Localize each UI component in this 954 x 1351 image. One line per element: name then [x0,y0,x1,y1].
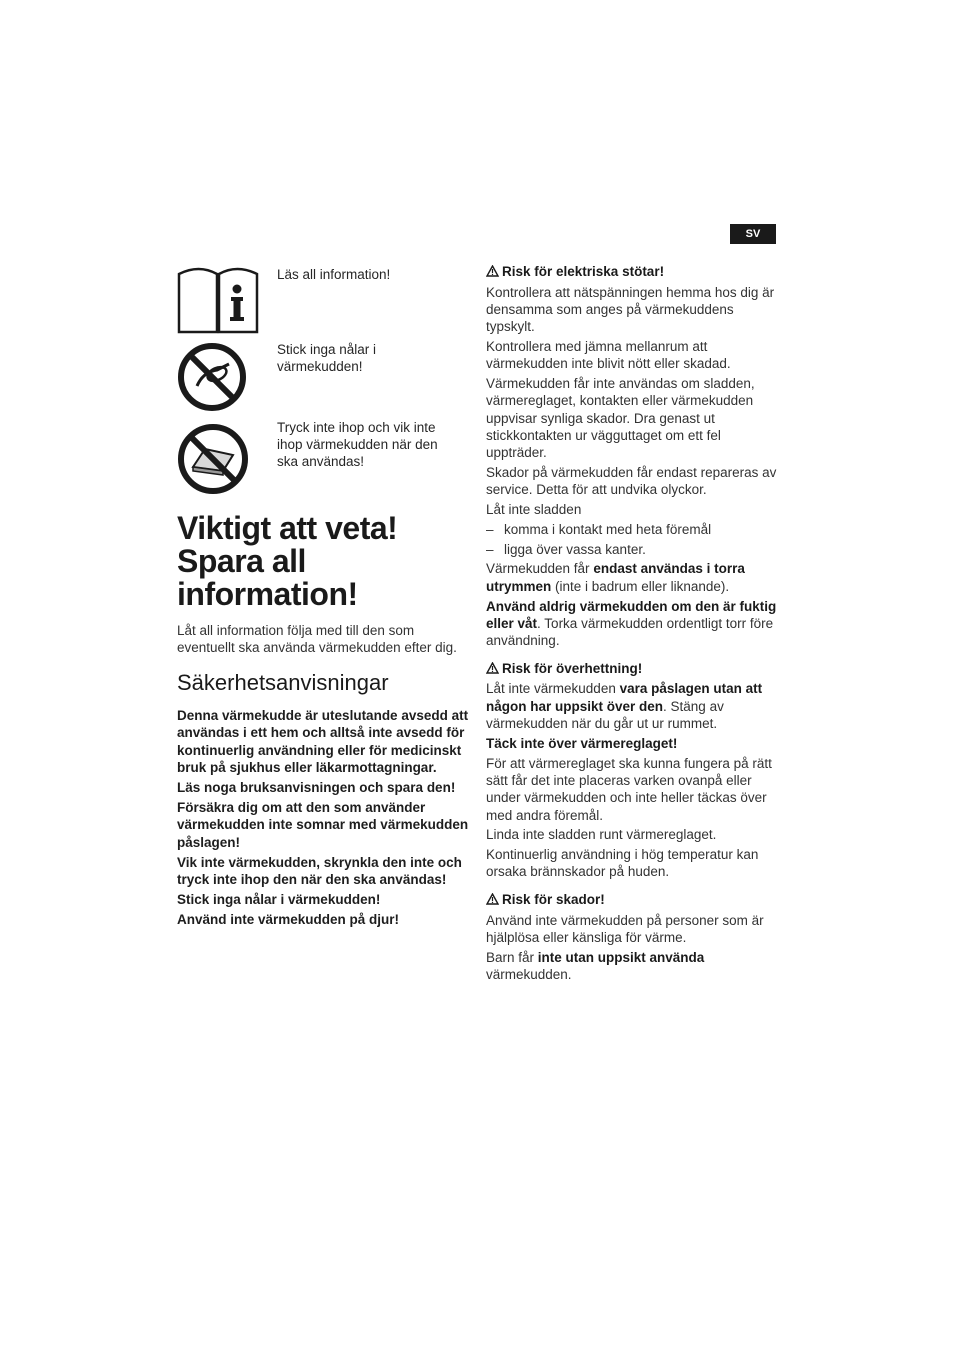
electric-p2: Kontrollera med jämna mellanrum att värmekudden inte blivit nött eller skadad. [486,338,731,372]
list-item-text: komma i kontakt med heta föremål [504,521,712,537]
text-run: Värmekudden får [486,561,594,577]
text-run-bold: inte utan uppsikt använda [537,949,705,965]
icon-caption-info: Läs all information! [277,267,391,282]
electric-p6 [486,560,778,595]
electric-p3: Värmekudden får inte användas om sladden, värmereglaget, kontakten eller värmekudden uppvisar synliga skador. Dra genast ut stickkontakten ur vägguttaget om ett fel uppträder. [486,375,755,461]
text-run: värmekudden. [486,967,572,983]
overheat-p3: För att värmereglaget ska kunna fungera på rätt sätt får det inte placeras varken ovanpå eller under värmekudden och inte heller täckas över med andra föremål. [486,755,772,823]
safety-paragraph: Använd inte värmekudden på djur! [177,911,400,927]
text-run: Låt inte värmekudden [486,681,620,697]
list-item-text: ligga över vassa kanter. [504,541,646,557]
warning-triangle-icon [486,264,499,281]
language-badge: SV [730,224,776,244]
damage-heading-text: Risk för skador! [502,892,605,908]
list-dash: – [486,521,494,537]
electric-p4: Skador på värmekudden får endast repareras av service. Detta för att undvika olyckor. [486,464,777,498]
text-run-bold: Använd aldrig värmekudden om den är fuktig eller våt [486,598,777,631]
text-run-bold: vara påslagen utan att någon har uppsikt över den [486,681,763,714]
list-item [486,541,778,558]
electric-heading-text: Risk för elektriska stötar! [502,264,665,279]
page-title-line: Viktigt att veta! [177,510,398,546]
list-item [486,521,778,538]
safety-paragraph: Denna värmekudde är uteslutande avsedd att användas i ett hem och alltså inte avsedd för kontinuerlig användning eller för medicinskt bruk på sjukhus eller läkarmottagningar. [177,708,469,776]
warning-triangle-icon [486,892,499,909]
damage-warning-heading [486,891,778,909]
warning-triangle-icon [486,661,499,678]
list-dash: – [486,541,494,557]
overheat-heading-text: Risk för överhettning! [502,660,643,676]
no-folding-icon [177,423,249,495]
overheat-p5: Kontinuerlig användning i hög temperatur kan orsaka brännskador på huden. [486,847,759,880]
right-column [486,263,778,986]
page-title [177,512,469,611]
damage-p2 [486,949,778,984]
text-run: . Stäng av värmekudden när du går ut ur rummet. [486,698,724,732]
overheat-warning-heading [486,660,778,678]
icon-caption-needles: Stick inga nålar i värmekudden! [277,342,377,374]
safety-paragraph: Stick inga nålar i värmekudden! [177,892,381,908]
text-run-bold: endast användas i torra utrymmen [486,561,745,594]
intro-text: Låt all information följa med till den som eventuellt ska använda värmekudden efter dig. [177,623,457,655]
overheat-p4: Linda inte sladden runt värmereglaget. [486,827,717,843]
no-needles-icon [177,342,247,412]
page-title-line: information! [177,576,358,612]
text-run: Barn får [486,949,538,965]
icon-caption-folding: Tryck inte ihop och vik inte ihop värmekudden när den ska användas! [277,420,438,469]
left-column [177,512,469,931]
safety-paragraph: Vik inte värmekudden, skrynkla den inte och tryck inte ihop den när den ska användas! [177,854,462,888]
safety-paragraph: Försäkra dig om att den som använder värmekudden inte somnar med värmekudden påslagen! [177,800,469,850]
electric-p5: Låt inte sladden [486,502,582,518]
overheat-p2 [486,735,778,752]
page-title-line: Spara all [177,543,306,579]
text-run: . Torka värmekudden ordentligt torr före användning. [486,615,774,649]
electric-p1: Kontrollera att nätspänningen hemma hos dig är densamma som anges på värmekuddens typskylt. [486,284,775,335]
safety-heading: Säkerhetsanvisningar [177,670,389,695]
info-book-icon [177,266,259,336]
safety-paragraph: Läs noga bruksanvisningen och spara den! [177,780,456,796]
electric-warning-heading [486,263,778,281]
text-run: (inte i badrum eller liknande). [551,578,730,594]
text-run-bold: Täck inte över värmereglaget! [486,735,678,751]
damage-p1: Använd inte värmekudden på personer som är hjälplösa eller känsliga för värme. [486,912,764,945]
electric-p7 [486,598,778,650]
overheat-p1 [486,680,778,732]
